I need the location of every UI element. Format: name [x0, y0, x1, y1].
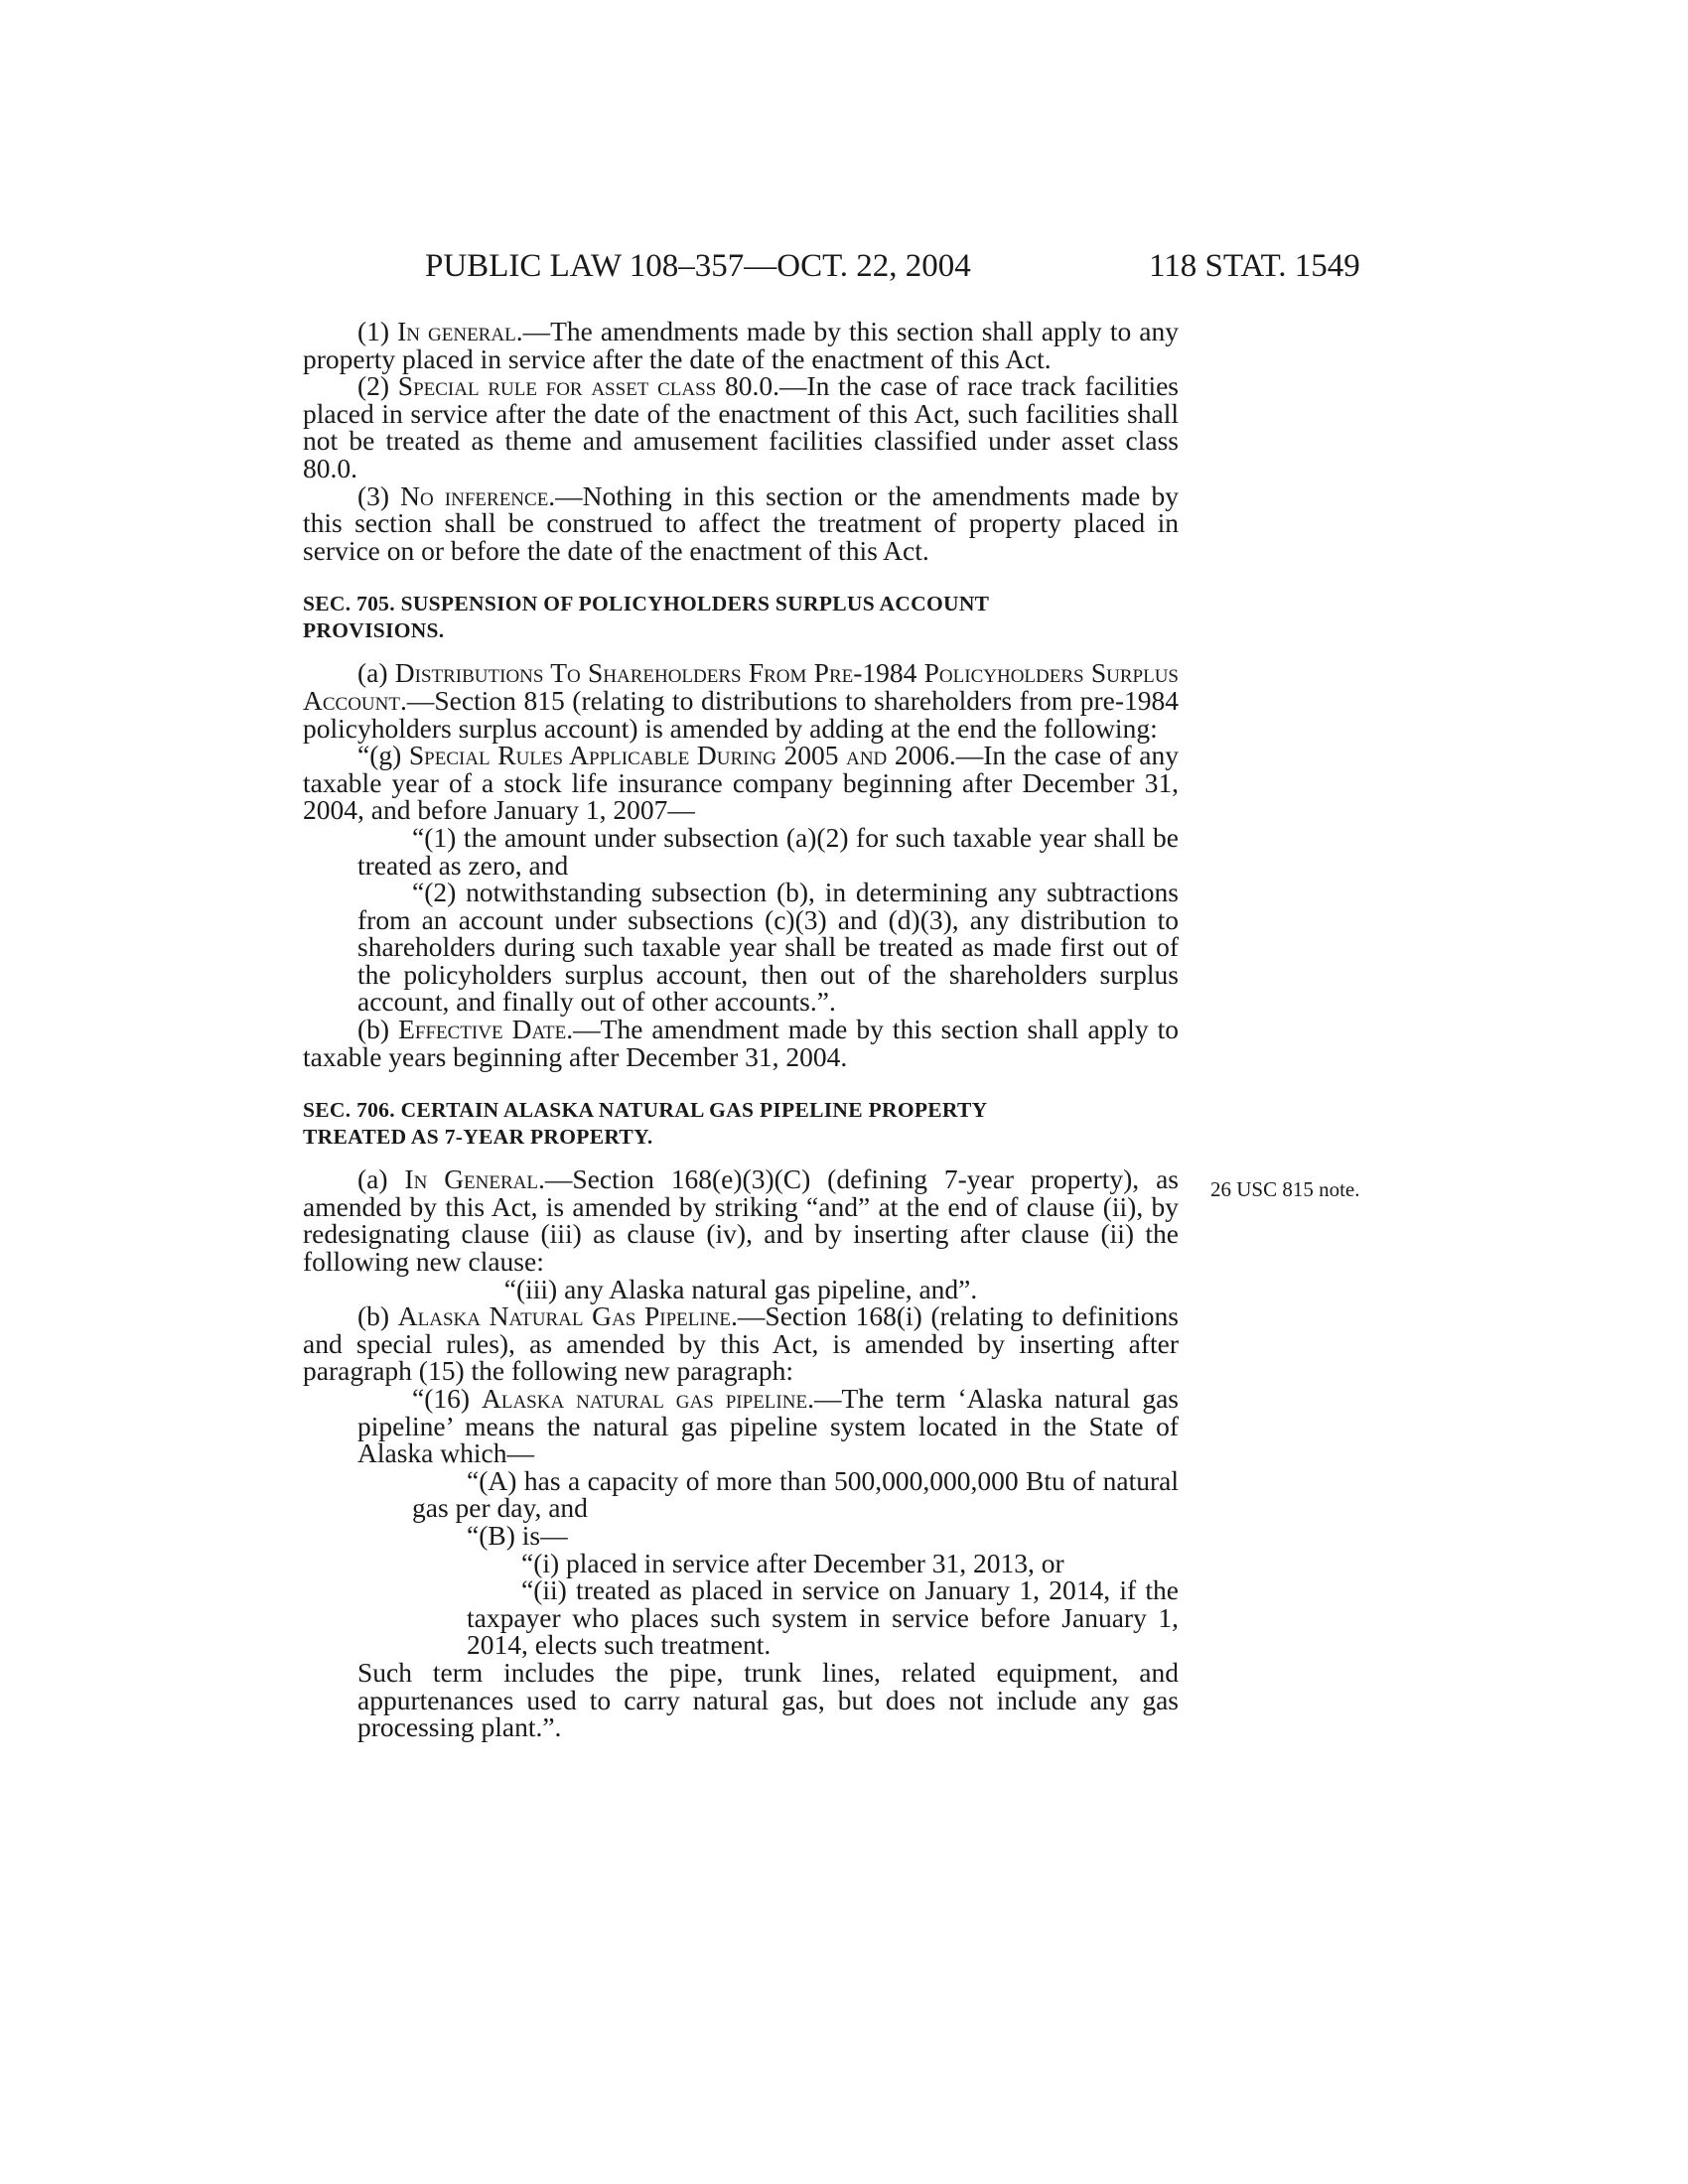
paragraph-16	[303, 1385, 1179, 1467]
paragraph-text: .—The amendments made by this section shall apply to any property placed in service after the date of the enactment of this Act.	[303, 316, 1179, 374]
paragraph-label: “(16)	[412, 1383, 482, 1414]
clause-B-i: “(i) placed in service after December 31, 2013, or	[521, 1547, 1064, 1578]
paragraph-caption: Alaska natural gas pipeline	[481, 1383, 808, 1414]
subsection-706-a	[303, 1163, 1179, 1278]
paragraph-caption: Special rule for asset class 80.0	[397, 370, 774, 402]
subsection-706-b	[303, 1302, 1179, 1385]
section-705-heading	[303, 591, 1179, 644]
paragraph-caption: In general	[397, 316, 516, 346]
paragraph-caption: In General	[404, 1163, 538, 1195]
section-heading-line-1: SEC. 706. CERTAIN ALASKA NATURAL GAS PIPELINE PROPERTY	[303, 1098, 988, 1123]
clause-iii: “(iii) any Alaska natural gas pipeline, and”.	[503, 1273, 978, 1304]
paragraph-label: “(g)	[357, 740, 409, 771]
paragraph-label: (3)	[357, 479, 401, 511]
paragraph-3	[303, 479, 1179, 566]
paragraph-text: .—Section 168(e)(3)(C) (defining 7-year property), as amended by this Act, is amended by striking “and” at the end of clause (ii), by redesignating clause (iii) as clause (iv), and by inserting after clause (ii) the following new clause:	[303, 1163, 1179, 1278]
statute-page-number: 118 STAT. 1549	[1149, 248, 1360, 284]
paragraph-2	[303, 372, 1179, 481]
subsection-g	[303, 742, 1179, 824]
paragraph-label: (a)	[357, 1163, 405, 1195]
section-heading-line-1: SEC. 705. SUSPENSION OF POLICYHOLDERS SURPLUS ACCOUNT	[303, 592, 990, 616]
paragraph-text: .—In the case of any taxable year of a stock life insurance company beginning after December 31, 2004, and before January 1, 2007—	[303, 740, 1179, 826]
subparagraph-B: “(B) is—	[467, 1519, 568, 1551]
subsection-g-1: “(1) the amount under subsection (a)(2) for such taxable year shall be treated as zero, and	[357, 821, 1179, 881]
paragraph-caption: Alaska Natural Gas Pipeline	[397, 1300, 732, 1332]
paragraph-label: (b)	[357, 1014, 399, 1045]
subsection-g-2: “(2) notwithstanding subsection (b), in determining any subtractions from an account under subsections (c)(3) and (d)(3), any distribution to shareholders during such taxable year shall be treated as made first out of the policyholders surplus account, then out of the shareholders surplus account, and finally out of other accounts.”.	[357, 877, 1179, 1018]
paragraph-label: (2)	[357, 370, 398, 402]
paragraph-label: (a)	[357, 657, 395, 689]
subsection-705-b	[303, 1016, 1179, 1070]
section-heading-line-2: PROVISIONS.	[303, 618, 445, 643]
paragraph-caption: Special Rules Applicable During 2005 and 2006	[408, 740, 949, 771]
section-706-heading	[303, 1097, 1179, 1151]
margin-note: 26 USC 815 note.	[1210, 1177, 1360, 1201]
paragraph-text: .—Nothing in this section or the amendments made by this section shall be construed to affect the treatment of property placed in service on or before the date of the enactment of this Act.	[303, 479, 1179, 566]
such-term-paragraph: Such term includes the pipe, trunk lines, related equipment, and appurtenances used to carry natural gas, but does not include any gas processing plant.”.	[357, 1656, 1179, 1743]
page-header	[0, 248, 1688, 288]
paragraph-text: .—The amendment made by this section shall apply to taxable years beginning after December 31, 2004.	[303, 1014, 1179, 1072]
subsection-705-a	[303, 659, 1179, 742]
body-text	[303, 318, 1179, 1741]
paragraph-text: .—Section 815 (relating to distributions to shareholders from pre-1984 policyholders surplus account) is amended by adding at the end the following:	[303, 684, 1179, 744]
section-heading-line-2: TREATED AS 7-YEAR PROPERTY.	[303, 1125, 653, 1150]
paragraph-caption: Distributions To Shareholders From Pre-1984 Policyholders Surplus Account	[303, 657, 1179, 716]
paragraph-text: .—Section 168(i) (relating to definitions and special rules), as amended by this Act, is amended by inserting after paragraph (15) the following new paragraph:	[303, 1300, 1180, 1387]
clause-B-ii: “(ii) treated as placed in service on January 1, 2014, if the taxpayer who places such system in service before January 1, 2014, elects such treatment.	[467, 1574, 1179, 1661]
paragraph-text: .—In the case of race track facilities placed in service after the date of the enactment of this Act, such facilities shall not be treated as theme and amusement facilities classified under asset class 80.0.	[303, 370, 1179, 483]
paragraph-label: (b)	[357, 1300, 398, 1332]
paragraph-text: .—The term ‘Alaska natural gas pipeline’ means the natural gas pipeline system located in the State of Alaska which—	[357, 1383, 1179, 1469]
paragraph-caption: Effective Date	[398, 1014, 567, 1045]
subparagraph-A: “(A) has a capacity of more than 500,000,000,000 Btu of natural gas per day, and	[412, 1464, 1179, 1524]
paragraph-label: (1)	[357, 316, 398, 346]
paragraph-caption: No inference	[400, 479, 549, 511]
running-head-title: PUBLIC LAW 108–357—OCT. 22, 2004	[425, 248, 971, 284]
paragraph-1	[303, 318, 1179, 372]
